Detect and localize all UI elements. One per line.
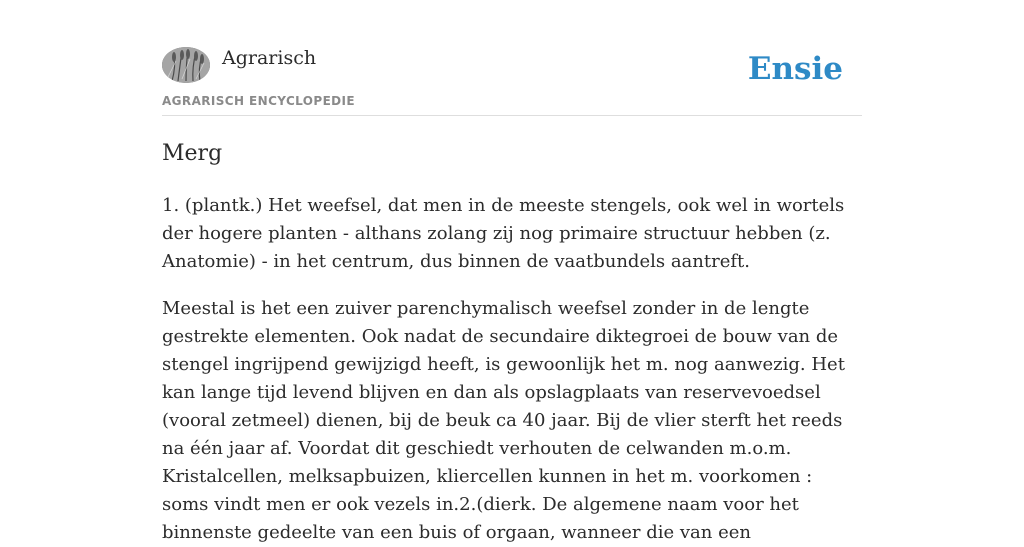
category-link[interactable]: AGRARISCH ENCYCLOPEDIE [162, 94, 355, 108]
page [162, 0, 862, 543]
wheat-logo-icon[interactable] [162, 47, 210, 83]
article-title: Merg [162, 141, 223, 166]
article-paragraph-1: 1. (plantk.) Het weefsel, dat men in de meeste stengels, ook wel in wortels der hogere planten - althans zolang zij nog primaire structuur hebben (z. Anatomie) - in het centrum, dus binnen de vaatbundels aantreft. [162, 195, 845, 272]
ensie-brand-logo[interactable]: Ensie [747, 51, 843, 87]
site-name-link[interactable]: Agrarisch [222, 47, 317, 69]
header [162, 0, 862, 116]
article-paragraph-2: Meestal is het een zuiver parenchymalisch weefsel zonder in de lengte gestrekte elementen. Ook nadat de secundaire diktegroei de bouw van de stengel ingrijpend gewijzigd heeft, is gewoonlijk het m. nog aanwezig. Het kan lange tijd levend blijven en dan als opslagplaats van reservevoedsel (vooral zetmeel) dienen, bij de beuk ca 40 jaar. Bij de vlier sterft het reeds na één jaar af. Voordat dit geschiedt verhouten de celwanden m.o.m. Kristalcellen, melksapbuizen, kliercellen kunnen in het m. voorkomen : soms vindt men er ook vezels in.2.(dierk. De algemene naam voor het binnenste gedeelte van een buis of orgaan, wanneer die van een [162, 298, 845, 543]
